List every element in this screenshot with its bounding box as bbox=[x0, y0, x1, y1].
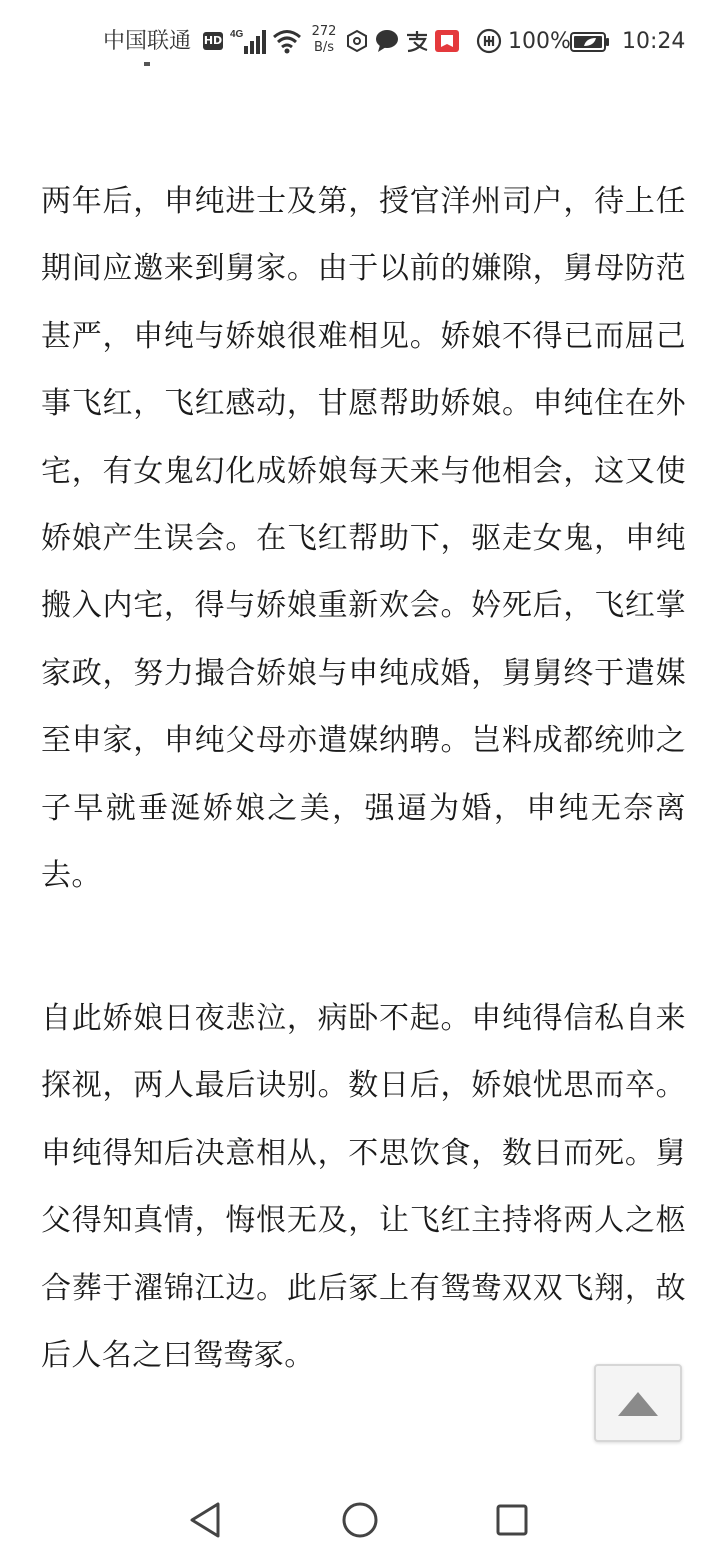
status-bar bbox=[0, 18, 720, 66]
clock-time: 10:24 bbox=[622, 29, 686, 54]
chat-bubble-icon bbox=[374, 28, 400, 54]
system-navigation-bar bbox=[0, 1480, 720, 1560]
reader-icon bbox=[434, 28, 460, 54]
scroll-to-top-button[interactable] bbox=[594, 1364, 682, 1442]
wifi-icon bbox=[272, 28, 302, 54]
net-speed-value: 272 bbox=[311, 24, 337, 39]
nfc-icon bbox=[344, 28, 370, 54]
article-paragraph: 自此娇娘日夜悲泣，病卧不起。申纯得信私自来探视，两人最后诀别。数日后，娇娘忧思而卒。申纯得知后决意相从，不思饮食，数日而死。舅父得知真情，悔恨无及，让飞红主持将两人之柩合葬于濯锦江边。此后冢上有鸳鸯双双飞翔，故后人名之曰鸳鸯冢。 bbox=[41, 1001, 686, 1374]
article-paragraph: 两年后，申纯进士及第，授官洋州司户，待上任期间应邀来到舅家。由于以前的嫌隙，舅母防范甚严，申纯与娇娘很难相见。娇娘不得已而屈己事飞红，飞红感动，甘愿帮助娇娘。申纯住在外宅，有女鬼幻化成娇娘每天来与他相会，这又使娇娘产生误会。在飞红帮助下，驱走女鬼，申纯搬入内宅，得与娇娘重新欢会。妗死后，飞红掌家政，努力撮合娇娘与申纯成婚，舅舅终于遣媒至申家，申纯父母亦遣媒纳聘。岂料成都统帅之子早就垂涎娇娘之美，强逼为婚，申纯无奈离去。 bbox=[41, 184, 686, 894]
signal-icon bbox=[230, 28, 268, 56]
network-type-label: 4G bbox=[230, 29, 244, 40]
scrolled-content-fragment bbox=[144, 62, 150, 66]
home-icon[interactable] bbox=[338, 1498, 382, 1542]
battery-percent: 100% bbox=[508, 29, 571, 54]
hd-icon: HD bbox=[203, 32, 223, 50]
battery-icon bbox=[570, 32, 610, 52]
alipay-icon bbox=[404, 28, 430, 54]
triangle-up-icon bbox=[616, 1388, 660, 1420]
carrier-name: 中国联通 bbox=[103, 29, 192, 54]
eye-care-icon bbox=[476, 28, 502, 54]
net-speed-unit: B/s bbox=[313, 40, 335, 55]
recents-icon[interactable] bbox=[490, 1498, 534, 1542]
back-icon[interactable] bbox=[184, 1498, 228, 1542]
net-speed bbox=[307, 24, 341, 56]
